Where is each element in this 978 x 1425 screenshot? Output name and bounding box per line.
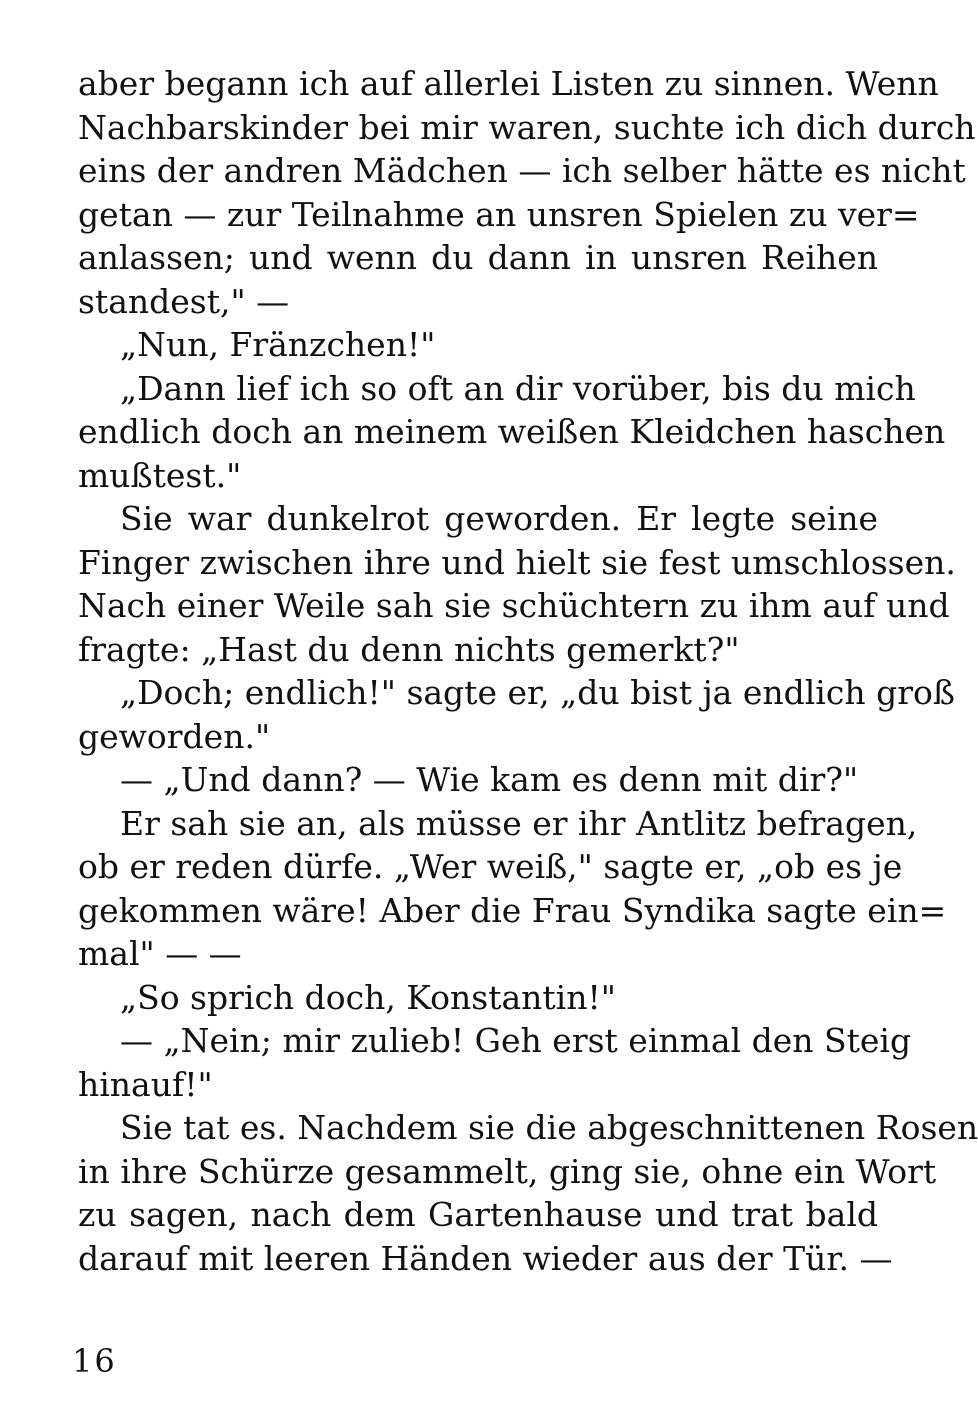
text-line: „Dann lief ich so oft an dir vorüber, bis du mich [120, 368, 916, 408]
text-line: ob er reden dürfe. „Wer weiß," sagte er, „ob es je [78, 847, 903, 886]
page-text [78, 62, 978, 1280]
text-line: geworden." [78, 716, 271, 756]
text-line: — „Nein; mir zulieb! Geh erst einmal den Steig [120, 1021, 912, 1060]
text-line: „So sprich doch, Konstantin!" [120, 977, 616, 1017]
text-line: — „Und dann? — Wie kam es denn mit dir?" [120, 760, 859, 799]
page-number: 16 [72, 1342, 117, 1380]
text-line: fragte: „Hast du denn nichts gemerkt?" [78, 629, 740, 669]
text-line: in ihre Schürze gesammelt, ging sie, ohne ein Wort [78, 1151, 937, 1191]
text-line: mußtest." [78, 455, 242, 495]
text-line: Nach einer Weile sah sie schüchtern zu ihm auf und [78, 586, 950, 625]
text-line: „Nun, Fränzchen!" [120, 325, 436, 364]
text-line: Finger zwischen ihre und hielt sie fest umschlossen. [78, 542, 956, 582]
text-line: getan — zur Teilnahme an unsren Spielen zu ver= [78, 194, 920, 234]
text-line: aber begann ich auf allerlei Listen zu sinnen. Wenn [78, 64, 939, 103]
text-line: standest," — [78, 281, 290, 321]
text-line: endlich doch an meinem weißen Kleidchen haschen [78, 412, 946, 451]
text-line: gekommen wäre! Aber die Frau Syndika sagte ein= [78, 890, 947, 930]
text-line: hinauf!" [78, 1064, 213, 1104]
text-line: Sie war dunkelrot geworden. Er legte seine [120, 499, 878, 538]
text-line: Er sah sie an, als müsse er ihr Antlitz befragen, [120, 803, 918, 843]
text-line: anlassen; und wenn du dann in unsren Reihen [78, 238, 878, 277]
text-line: „Doch; endlich!" sagte er, „du bist ja endlich groß [120, 673, 955, 712]
text-line: eins der andren Mädchen — ich selber hätte es nicht [78, 151, 966, 190]
text-line: mal" — — [78, 934, 242, 973]
text-line: zu sagen, nach dem Gartenhause und trat bald [78, 1195, 878, 1234]
text-line: Sie tat es. Nachdem sie die abgeschnittenen Rosen [120, 1108, 978, 1147]
text-line: Nachbarskinder bei mir waren, suchte ich dich durch [78, 107, 976, 147]
text-line: darauf mit leeren Händen wieder aus der Tür. — [78, 1238, 893, 1278]
